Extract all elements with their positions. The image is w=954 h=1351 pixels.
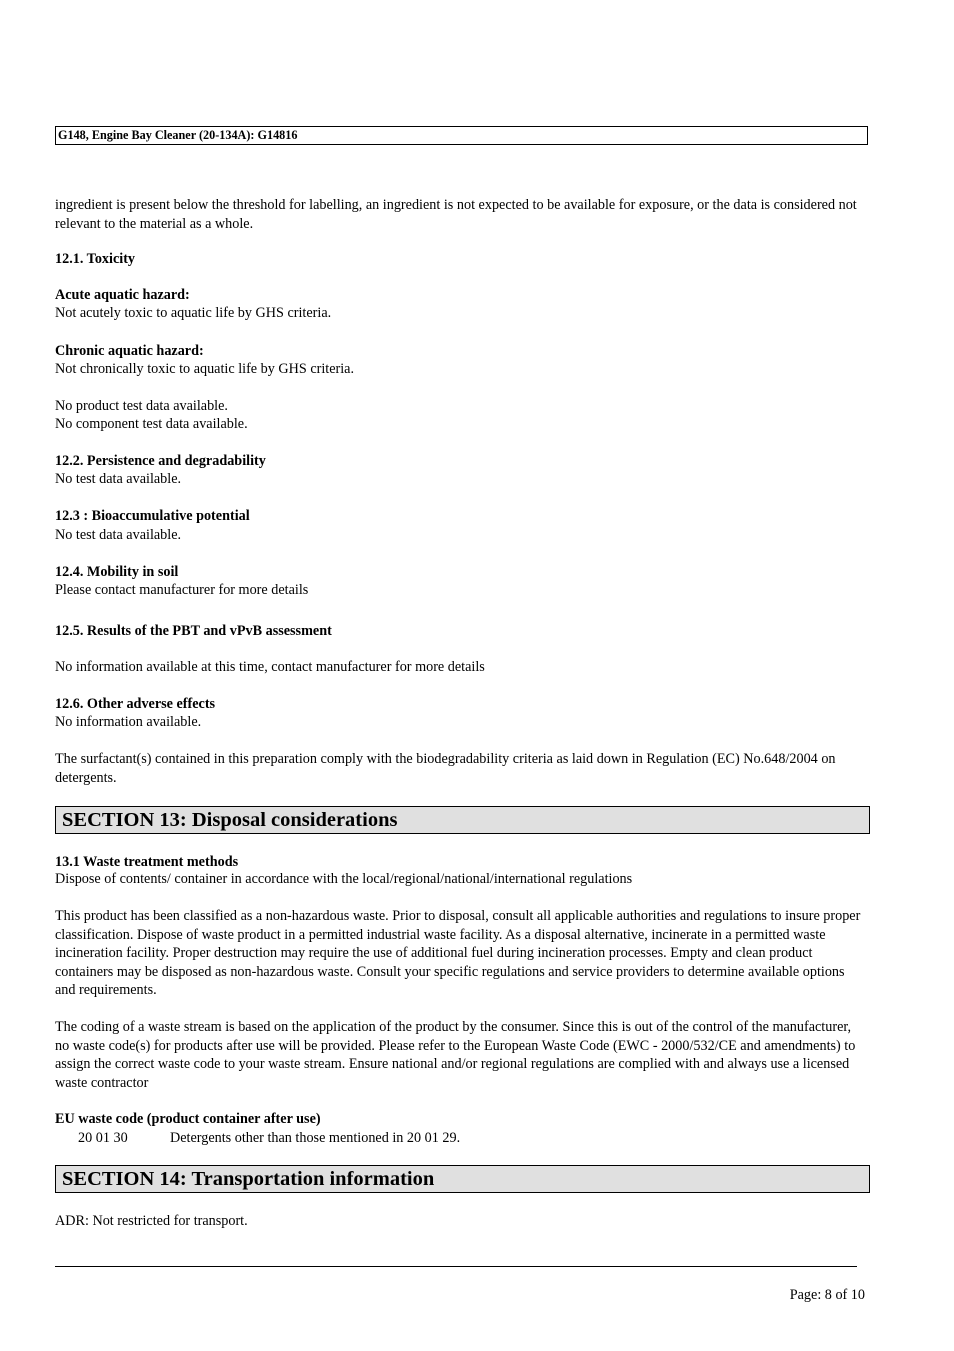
section-13-title: SECTION 13: Disposal considerations (55, 806, 870, 834)
section-14-title: SECTION 14: Transportation information (55, 1165, 870, 1193)
document-header: G148, Engine Bay Cleaner (20-134A): G14816 (55, 126, 868, 145)
pbt-heading: 12.5. Results of the PBT and vPvB assessment (55, 623, 332, 639)
eu-waste-code-heading: EU waste code (product container after use) (55, 1111, 321, 1127)
page-number: Page: 8 of 10 (789, 1287, 865, 1303)
coding-paragraph: The coding of a waste stream is based on the application of the product by the consumer. Since this is out of the control of the manufacturer, no waste code(s) for products after use will be provided. Please refer to the European Waste Code (EWC - 2000/532/CE and amendments) to assign the correct waste code to your waste stream. Ensure national and/or regional regulations are complied with and always use a licensed waste contractor (55, 1019, 856, 1091)
chronic-hazard-label: Chronic aquatic hazard: (55, 343, 204, 359)
persistence-text: No test data available. (55, 471, 182, 487)
adverse-effects-text: No information available. (55, 714, 202, 730)
chronic-hazard-text: Not chronically toxic to aquatic life by GHS criteria. (55, 361, 355, 377)
component-test-text: No component test data available. (55, 416, 248, 432)
mobility-heading: 12.4. Mobility in soil (55, 564, 179, 580)
waste-treatment-heading: 13.1 Waste treatment methods (55, 854, 239, 870)
bioaccumulative-heading: 12.3 : Bioaccumulative potential (55, 508, 250, 524)
persistence-heading: 12.2. Persistence and degradability (55, 453, 266, 469)
eu-waste-code-row (78, 1129, 460, 1148)
intro-paragraph: ingredient is present below the threshold for labelling, an ingredient is not expected to be available for exposure, or the data is considered not relevant to the material as a whole. (55, 197, 857, 232)
adr-text: ADR: Not restricted for transport. (55, 1213, 248, 1229)
eu-waste-code: 20 01 30 (78, 1130, 128, 1146)
surfactant-paragraph: The surfactant(s) contained in this preparation comply with the biodegradability criteria as laid down in Regulation (EC) No.648/2004 on detergents. (55, 751, 836, 786)
pbt-text: No information available at this time, contact manufacturer for more details (55, 659, 485, 675)
acute-hazard-label: Acute aquatic hazard: (55, 287, 190, 303)
adverse-effects-heading: 12.6. Other adverse effects (55, 696, 216, 712)
product-test-text: No product test data available. (55, 398, 228, 414)
eu-waste-code-description: Detergents other than those mentioned in 20 01 29. (170, 1130, 461, 1146)
classified-paragraph: This product has been classified as a non-hazardous waste. Prior to disposal, consult all applicable authorities and regulations to insure proper classification. Dispose of waste product in a permitted industrial waste facility. As a disposal alternative, incinerate in a permitted waste incineration facility. Proper destruction may require the use of additional fuel during incineration processes. Empty and clean product containers may be disposed as non-hazardous waste. Consult your specific regulations and service providers to determine available options and requirements. (55, 908, 861, 998)
dispose-text: Dispose of contents/ container in accordance with the local/regional/national/international regulations (55, 871, 633, 887)
acute-hazard-text: Not acutely toxic to aquatic life by GHS criteria. (55, 305, 332, 321)
bioaccumulative-text: No test data available. (55, 527, 182, 543)
mobility-text: Please contact manufacturer for more details (55, 582, 309, 598)
toxicity-heading: 12.1. Toxicity (55, 251, 136, 267)
footer-divider (55, 1266, 857, 1267)
